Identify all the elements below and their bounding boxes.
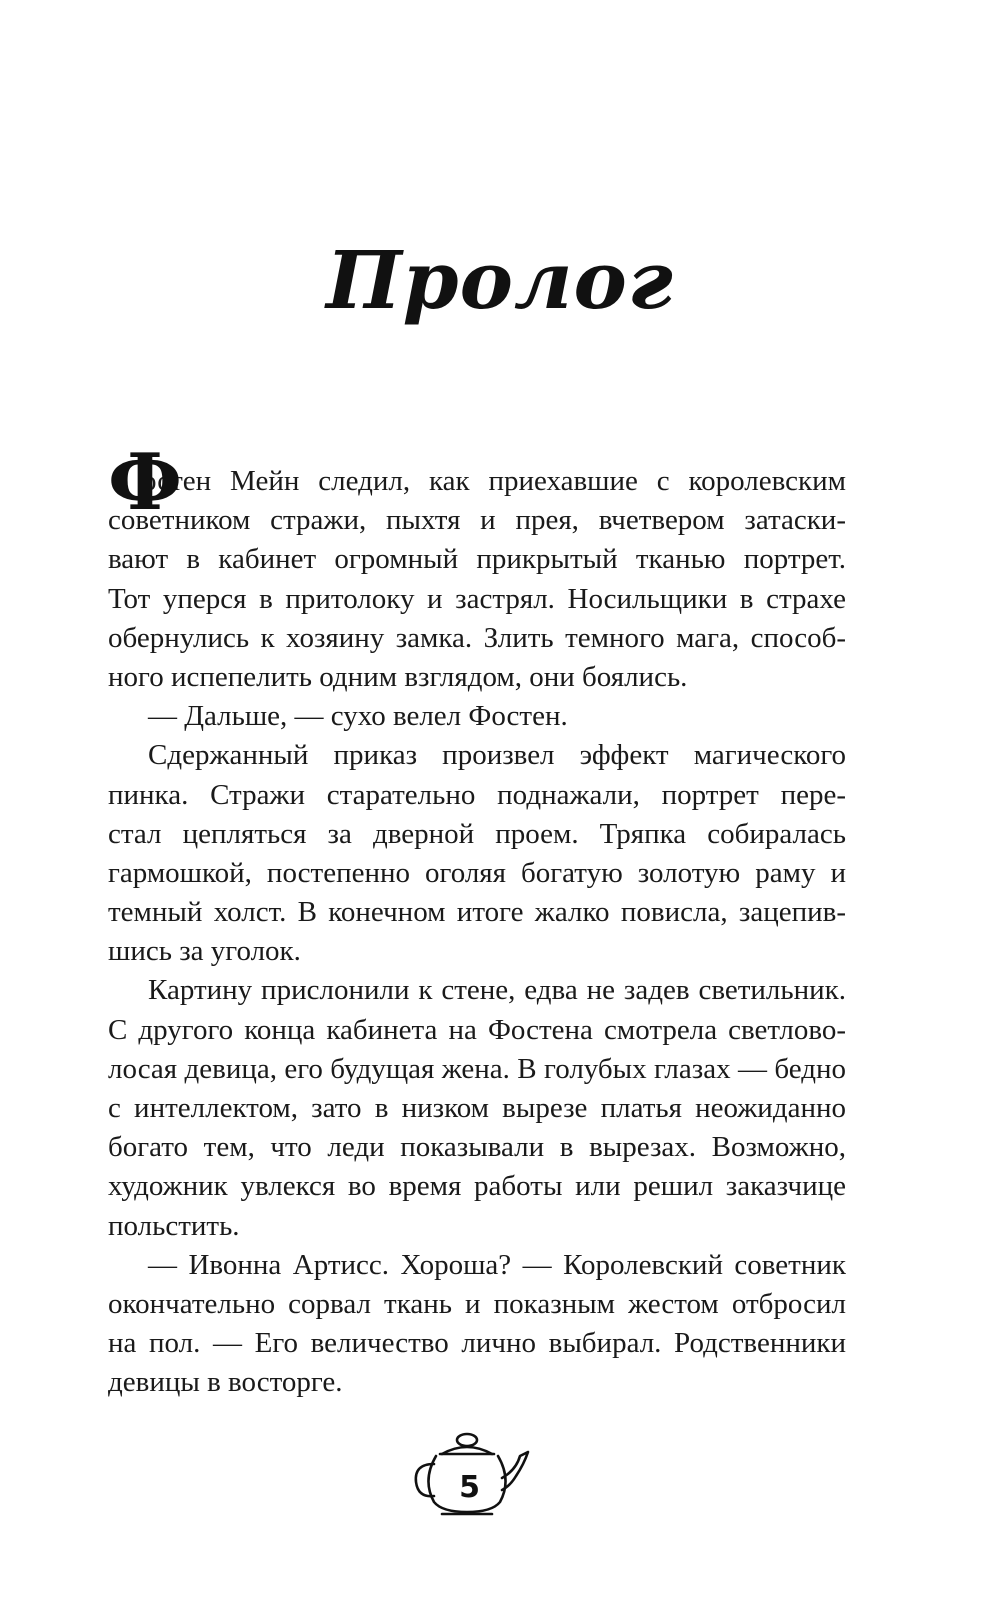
text-line: окончательно сорвал ткань и показным жестом отбросил (108, 1287, 846, 1320)
text-line: шись за уголок. (108, 935, 301, 968)
text-line: Картину прислонили к стене, едва не задев светильник. (148, 974, 846, 1007)
text-line: стал цепляться за дверной проем. Тряпка собиралась (108, 817, 846, 850)
text-line: художник увлекся во время работы или решил заказчице (108, 1170, 846, 1203)
text-line: — Дальше, — сухо велел Фостен. (148, 700, 568, 733)
text-line: обернулись к хозяину замка. Злить темного мага, способ- (108, 621, 846, 654)
text-line: лосая девица, его будущая жена. В голубых глазах — бедно (108, 1052, 846, 1085)
text-line: на пол. — Его величество лично выбирал. Родственники (108, 1327, 846, 1360)
text-line: ного испепелить одним взглядом, они боялись. (108, 660, 688, 693)
text-line: Сдержанный приказ произвел эффект магического (148, 739, 846, 772)
paragraph-4 (108, 971, 846, 1245)
drop-cap: Ф (108, 437, 183, 528)
text-line: Тот уперся в притолоку и застрял. Носильщики в страхе (108, 582, 846, 615)
page-footer (412, 1430, 542, 1520)
chapter-title: Пролог (326, 233, 674, 327)
text-line: с интеллектом, зато в низком вырезе платья неожиданно (108, 1092, 846, 1124)
text-line: пинка. Стражи старательно поднажали, портрет пере- (108, 778, 846, 811)
text-line: гармошкой, постепенно оголяя богатую золотую раму и (108, 856, 846, 889)
paragraph-5 (108, 1246, 846, 1403)
paragraph-3 (108, 736, 846, 971)
paragraph-1 (108, 437, 846, 697)
text-line: богато тем, что леди показывали в вырезах. Возможно, (108, 1131, 846, 1164)
page-number: 5 (459, 1470, 480, 1505)
text-line: польстить. (108, 1209, 240, 1242)
text-line: девицы в восторге. (108, 1366, 343, 1399)
text-line: — Ивонна Артисс. Хороша? — Королевский советник (148, 1248, 846, 1281)
text-line: советником стражи, пыхтя и прея, вчетвером затаски- (108, 504, 846, 537)
text-line: остен Мейн следил, как приехавшие с королевским (142, 465, 846, 497)
text-line: темный холст. В конечном итоге жалко повисла, зацепив- (108, 896, 846, 929)
text-line: С другого конца кабинета на Фостена смотрела светлово- (108, 1013, 846, 1046)
body-text (108, 437, 846, 1403)
text-line: вают в кабинет огромный прикрытый тканью портрет. (108, 543, 846, 576)
paragraph-2 (108, 697, 846, 736)
